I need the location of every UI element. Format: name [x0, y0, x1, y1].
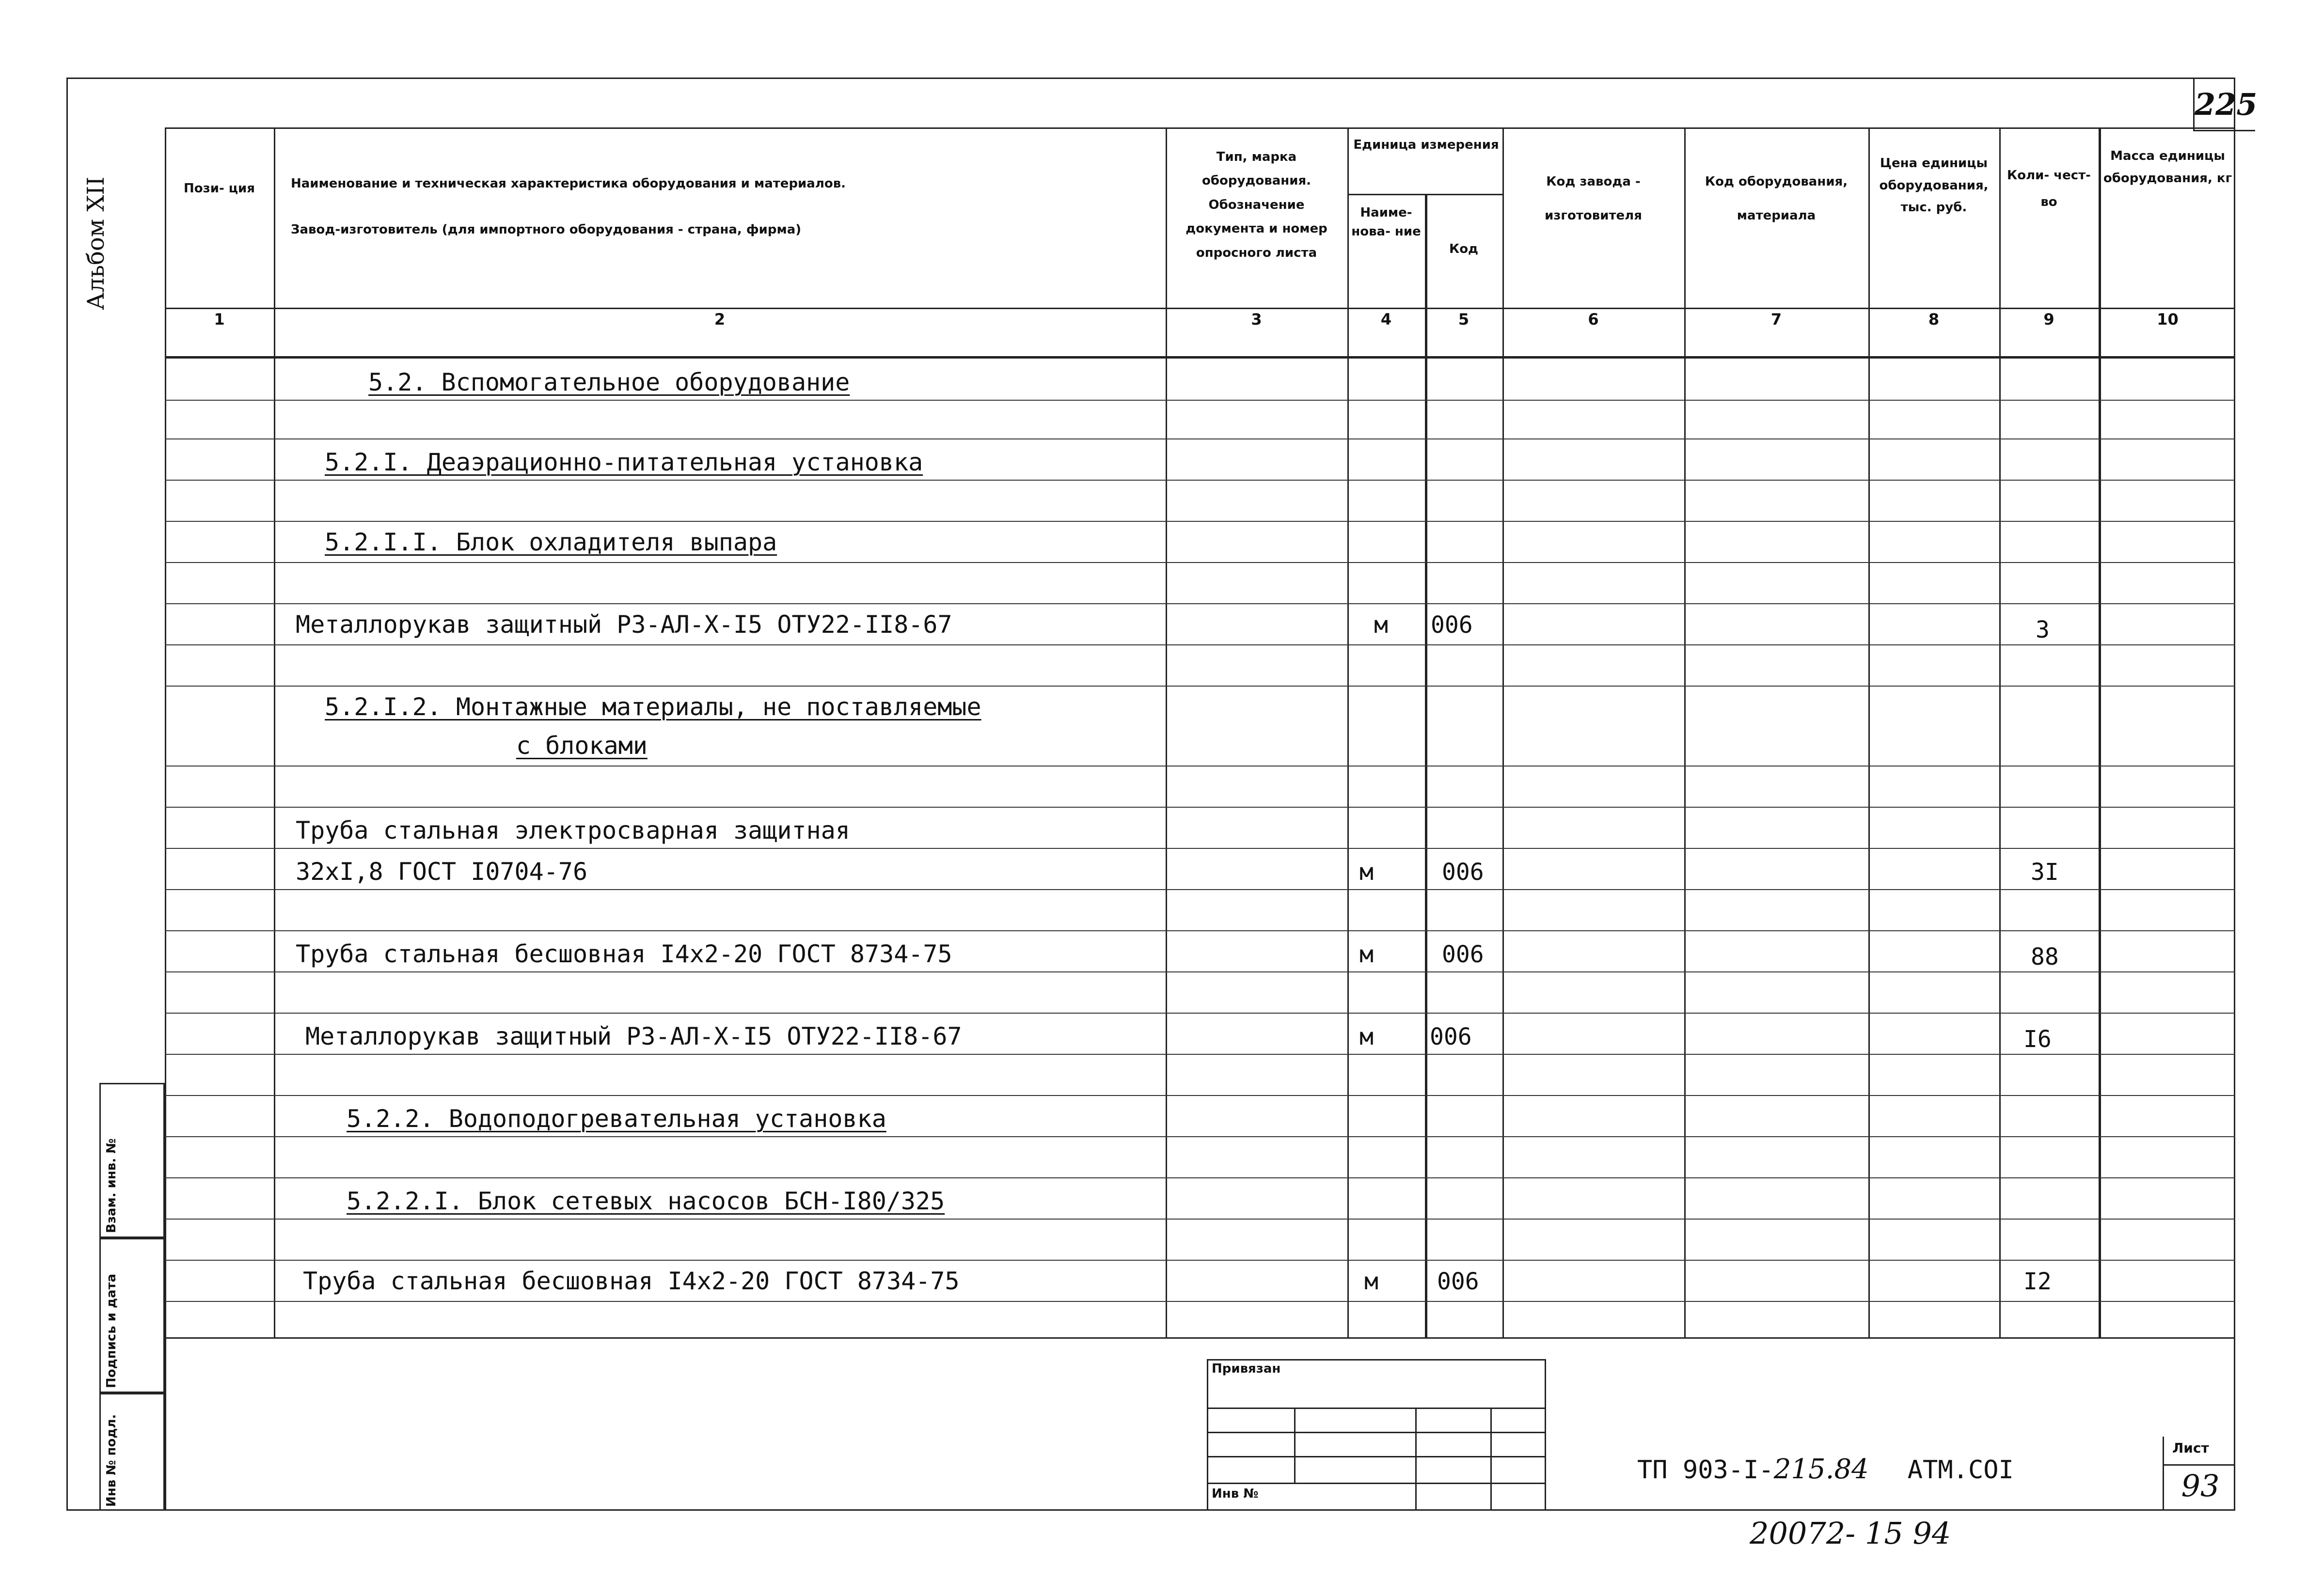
item-name: Труба стальная бесшовная I4х2-20 ГОСТ 8734-75 — [296, 940, 952, 968]
col-line-9 — [2099, 127, 2101, 1337]
item-name: Труба стальная бесшовная I4х2-20 ГОСТ 8734-75 — [303, 1267, 960, 1295]
item-unit: м — [1359, 859, 1374, 886]
table-top-line — [165, 127, 2235, 129]
album-label: Альбом XII — [82, 176, 110, 310]
row-line — [165, 1013, 2235, 1014]
header-unit-code: Код — [1449, 242, 1479, 256]
colnum-2: 2 — [714, 310, 726, 329]
item-quantity: 3 — [2036, 616, 2050, 643]
footer-archive-number: 20072- 15 94 — [1750, 1516, 1951, 1551]
row-line — [165, 807, 2235, 808]
header-factory-code: Код завода - изготовителя — [1545, 174, 1642, 223]
item-unit-code: 006 — [1437, 1268, 1479, 1295]
item-unit: м — [1364, 1268, 1378, 1295]
header-name-line2: Завод-изготовитель (для импортного оборудования - страна, фирма) — [291, 222, 802, 237]
header-name-line1: Наименование и техническая характеристика оборудования и материалов. — [291, 176, 846, 191]
colnum-10: 10 — [2157, 310, 2179, 329]
header-bottom-line — [165, 308, 2235, 309]
row-line — [165, 889, 2235, 890]
side-podpis-data: Подпись и дата — [104, 1273, 119, 1388]
table-bottom-line — [165, 1337, 2235, 1339]
row-line — [165, 686, 2235, 687]
colnum-1: 1 — [214, 310, 225, 329]
header-quantity: Коли- чест- во — [2007, 168, 2091, 209]
colnum-8: 8 — [1928, 310, 1940, 329]
colnum-4: 4 — [1380, 310, 1392, 329]
row-line — [165, 603, 2235, 604]
colnum-5: 5 — [1458, 310, 1470, 329]
colnum-6: 6 — [1588, 310, 1599, 329]
item-quantity: I2 — [2023, 1268, 2052, 1295]
doc-code-prefix: ТП 903-I- — [1637, 1455, 1774, 1485]
unit-group-line — [1347, 194, 1502, 195]
item-unit: м — [1359, 941, 1374, 968]
header-price: Цена единицы оборудования, тыс. руб. — [1879, 156, 1989, 215]
item-name: Металлорукав защитный РЗ-АЛ-Х-I5 ОТУ22-II8-67 — [296, 610, 952, 639]
item-name: Труба стальная электросварная защитная — [296, 816, 850, 845]
list-label: Лист — [2172, 1440, 2209, 1456]
inv-no-label: Инв № — [1212, 1486, 1259, 1501]
col-line-0 — [165, 127, 166, 1511]
doc-code-suffix: АТМ.СОI — [1907, 1455, 2014, 1485]
section-heading: 5.2.2. Водоподогревательная установка — [347, 1105, 886, 1133]
row-line — [165, 1095, 2235, 1096]
header-type: Тип, марка оборудования. Обозначение документа и номер опросного листа — [1185, 150, 1327, 260]
col-line-8 — [1999, 127, 2001, 1337]
colnum-3: 3 — [1251, 310, 1262, 329]
row-line — [165, 400, 2235, 401]
row-line — [165, 1301, 2235, 1302]
header-position: Пози- ция — [184, 181, 255, 196]
drawing-frame — [66, 78, 2235, 1511]
album-page-number: 225 — [2193, 79, 2255, 131]
item-unit: м — [1359, 1023, 1374, 1050]
header-mass: Масса единицы оборудования, кг — [2103, 149, 2232, 186]
item-unit: м — [1374, 611, 1388, 639]
item-unit-code: 006 — [1430, 1023, 1472, 1050]
row-line — [165, 1219, 2235, 1220]
item-name: 32хI,8 ГОСТ I0704-76 — [296, 858, 588, 886]
stamp-line — [1207, 1483, 1546, 1484]
header-equipment-code: Код оборудования, материала — [1705, 174, 1848, 223]
stamp-vline — [1415, 1408, 1417, 1511]
section-heading: 5.2.2.I. Блок сетевых насосов БСН-I80/325 — [347, 1187, 945, 1215]
row-line — [165, 766, 2235, 767]
item-name: Металлорукав защитный РЗ-АЛ-Х-I5 ОТУ22-II8-67 — [305, 1022, 962, 1050]
row-line — [165, 438, 2235, 439]
col-line-5 — [1502, 127, 1504, 1337]
header-unit-group: Единица измерения — [1353, 138, 1499, 152]
row-line — [165, 1260, 2235, 1261]
item-unit-code: 006 — [1442, 941, 1484, 968]
item-quantity: I6 — [2023, 1026, 2052, 1053]
colnum-9: 9 — [2043, 310, 2054, 329]
section-heading: 5.2. Вспомогательное оборудование — [368, 368, 850, 396]
colnum-bottom-line — [165, 356, 2235, 359]
col-line-6 — [1684, 127, 1686, 1337]
row-line — [165, 930, 2235, 931]
side-vzam-inv: Взам. инв. № — [104, 1138, 119, 1233]
row-line — [165, 562, 2235, 563]
header-unit-name: Наиме- нова- ние — [1351, 205, 1421, 239]
stamp-line — [1207, 1432, 1546, 1433]
col-line-3 — [1347, 127, 1349, 1337]
stamp-vline — [1294, 1408, 1296, 1483]
list-box-line — [2163, 1437, 2164, 1511]
item-unit-code: 006 — [1431, 611, 1473, 639]
row-line — [165, 1136, 2235, 1137]
col-line-7 — [1868, 127, 1870, 1337]
section-heading: 5.2.I.2. Монтажные материалы, не поставляемые — [325, 693, 981, 721]
document-code — [1637, 1454, 2014, 1485]
row-line — [165, 848, 2235, 849]
row-line — [165, 971, 2235, 972]
col-line-1 — [274, 127, 275, 1337]
side-inv-podl: Инв № подл. — [104, 1414, 119, 1507]
list-box-line — [2163, 1464, 2235, 1466]
item-quantity: 3I — [2031, 859, 2059, 886]
item-unit-code: 006 — [1442, 859, 1484, 886]
row-line — [165, 1054, 2235, 1055]
privyazan-label: Привязан — [1212, 1361, 1281, 1376]
stamp-line — [1207, 1456, 1546, 1457]
section-heading: 5.2.I. Деаэрационно-питательная установка — [325, 448, 923, 476]
row-line — [165, 521, 2235, 522]
colnum-7: 7 — [1770, 310, 1782, 329]
doc-code-handwritten: 215.84 — [1773, 1454, 1869, 1485]
stamp-vline — [1490, 1408, 1492, 1511]
item-quantity: 88 — [2031, 943, 2059, 970]
row-line — [165, 480, 2235, 481]
section-heading: 5.2.I.I. Блок охладителя выпара — [325, 528, 777, 556]
row-line — [165, 644, 2235, 645]
section-heading-cont: с блоками — [516, 732, 648, 760]
col-line-2 — [1166, 127, 1167, 1337]
list-number: 93 — [2181, 1468, 2220, 1503]
stamp-line — [1207, 1408, 1546, 1409]
row-line — [165, 1177, 2235, 1178]
